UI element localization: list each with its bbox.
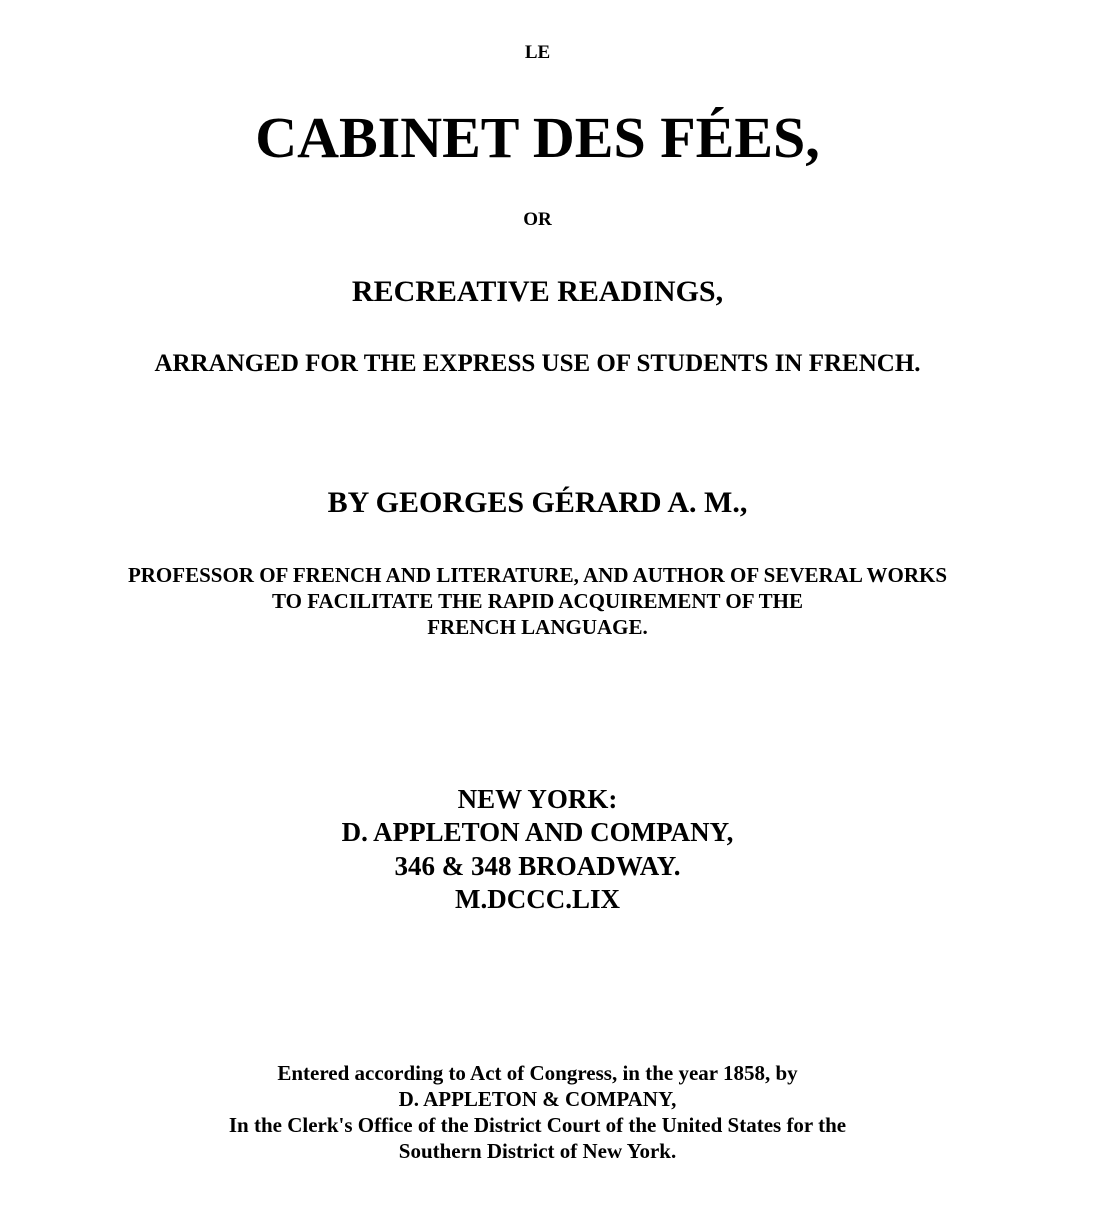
title-conjunction: OR	[523, 209, 552, 230]
copyright-line: Southern District of New York.	[398, 1139, 677, 1163]
author-line: BY GEORGES GÉRARD A. M.,	[327, 486, 748, 519]
copyright-line: Entered according to Act of Congress, in the year 1858, by	[277, 1061, 798, 1085]
imprint-line: 346 & 348 BROADWAY.	[394, 851, 681, 881]
book-title: CABINET DES FÉES,	[255, 105, 820, 170]
credentials-line: PROFESSOR OF FRENCH AND LITERATURE, AND AUTHOR OF SEVERAL WORKS	[127, 563, 948, 587]
imprint-line: D. APPLETON AND COMPANY,	[341, 817, 734, 847]
credentials-line: FRENCH LANGUAGE.	[427, 615, 648, 639]
copyright-line: In the Clerk's Office of the District Court of the United States for the	[228, 1113, 847, 1137]
credentials-line: TO FACILITATE THE RAPID ACQUIREMENT OF THE	[272, 589, 803, 613]
book-description: ARRANGED FOR THE EXPRESS USE OF STUDENTS IN FRENCH.	[154, 350, 921, 377]
copyright-line: D. APPLETON & COMPANY,	[398, 1087, 677, 1111]
book-subtitle: RECREATIVE READINGS,	[351, 275, 724, 308]
imprint-line: NEW YORK:	[457, 784, 618, 814]
title-prefix: LE	[524, 42, 551, 63]
imprint-line: M.DCCC.LIX	[455, 884, 620, 914]
